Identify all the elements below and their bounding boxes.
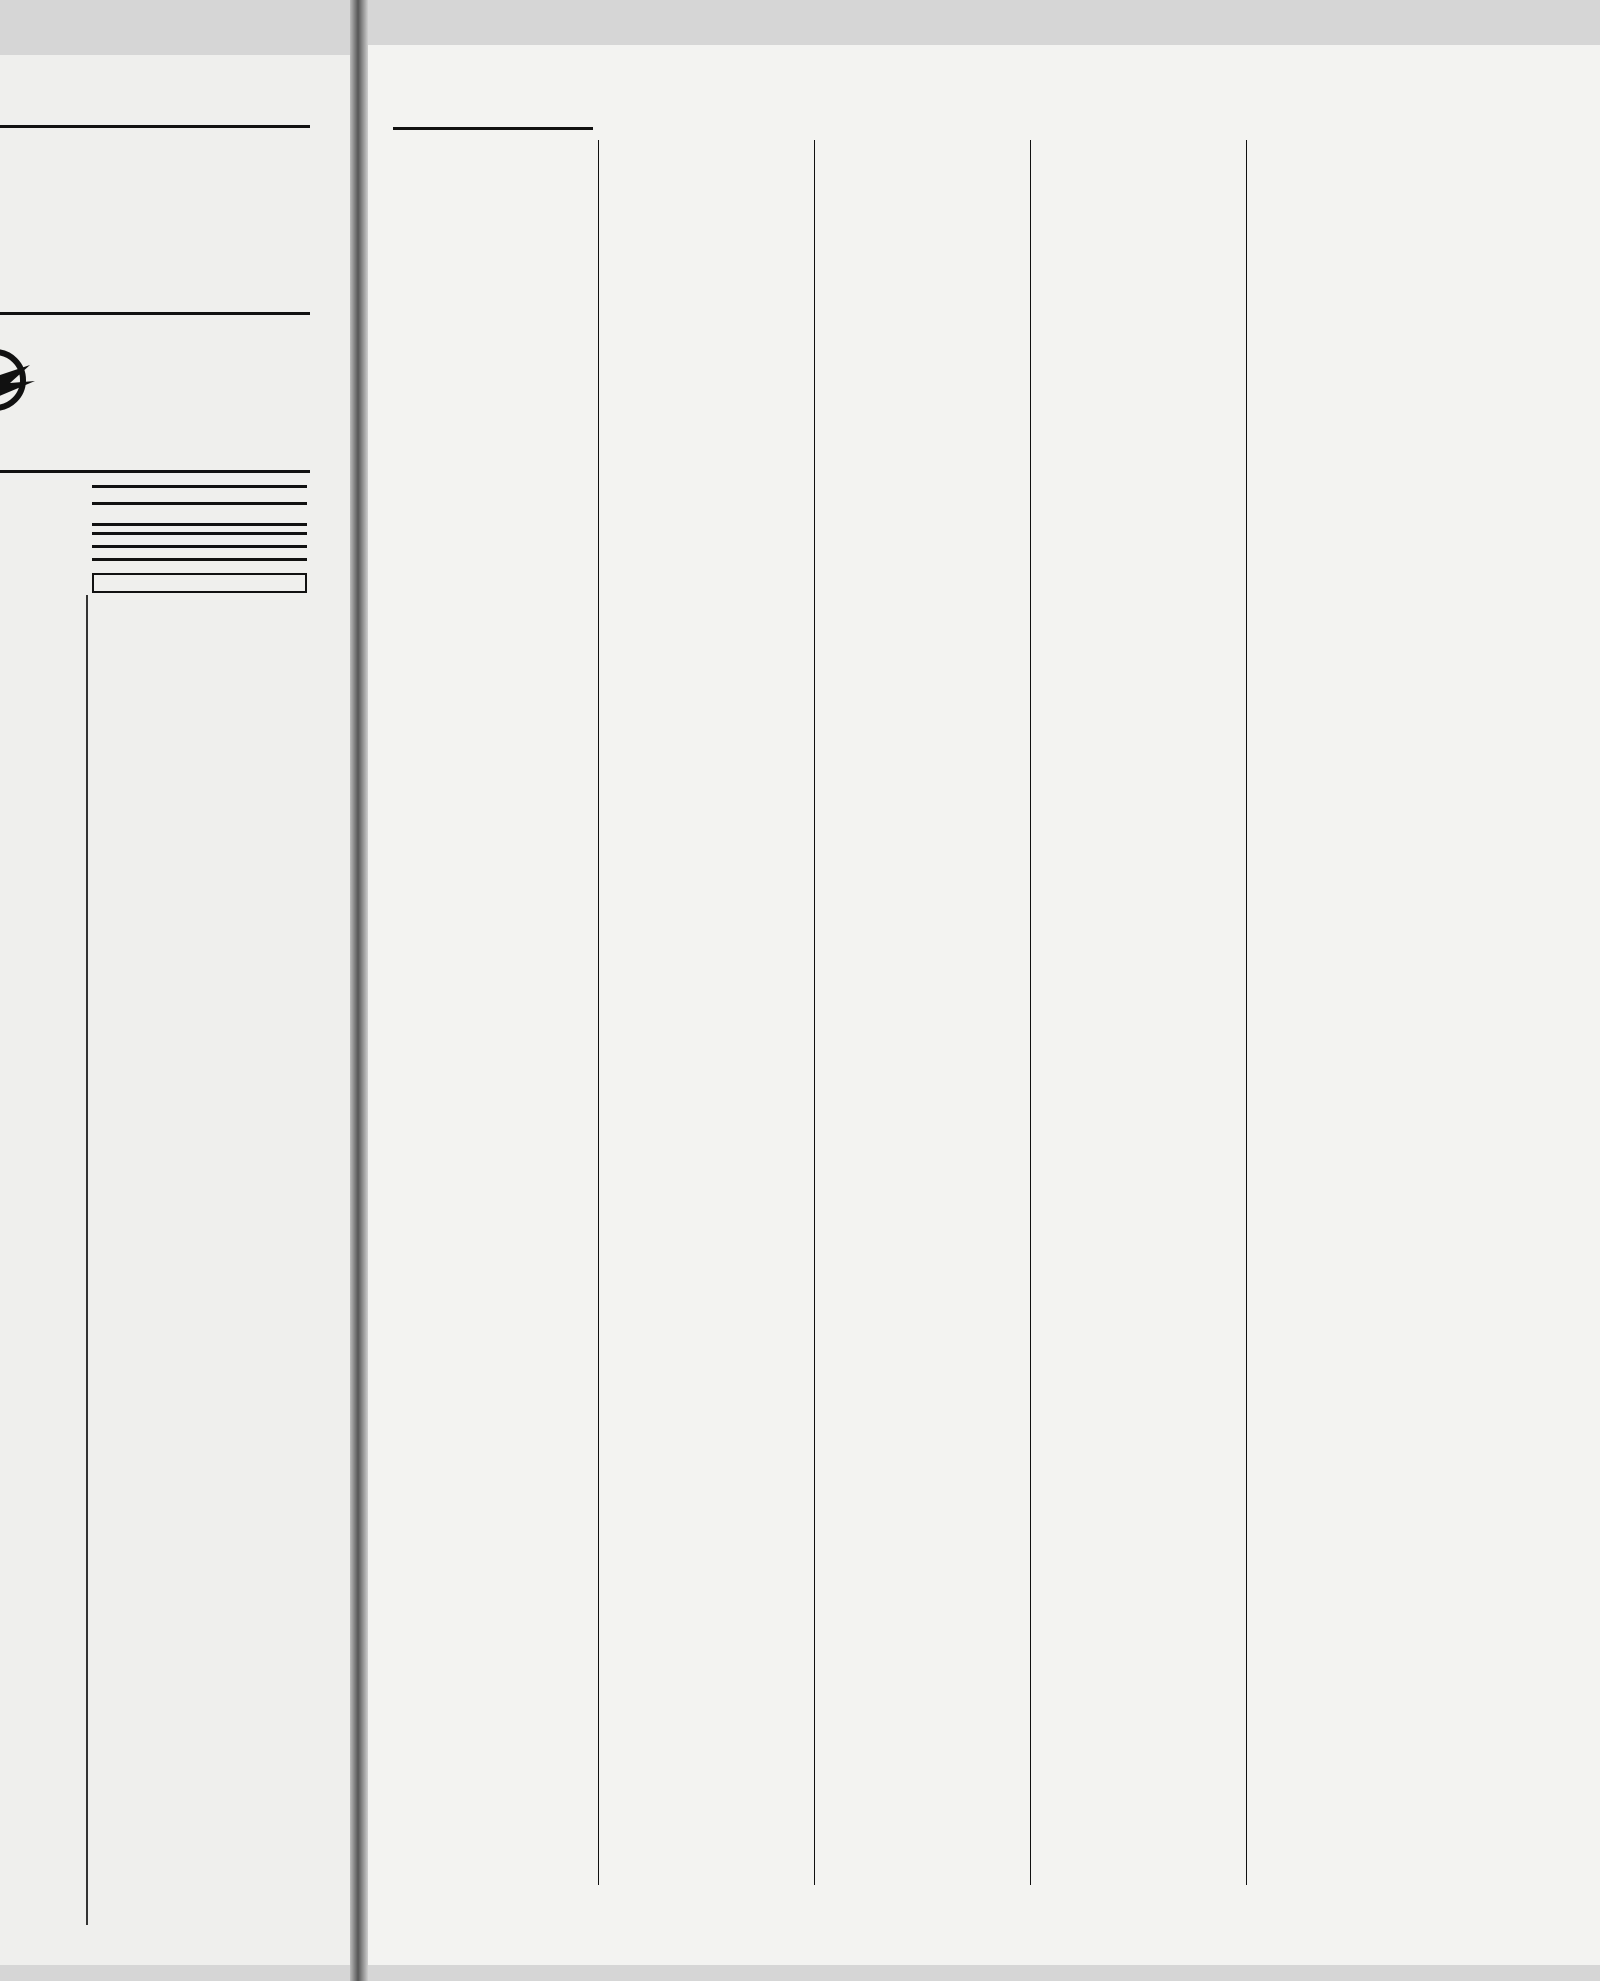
- rule: [92, 502, 307, 505]
- column-rule: [1246, 140, 1247, 1885]
- rule: [92, 558, 307, 561]
- airline-ad-philippine: [0, 323, 310, 473]
- book-gutter: [350, 0, 368, 1981]
- column-rule: [86, 595, 88, 1925]
- column-rule: [1030, 140, 1031, 1885]
- airline-wing-logo-icon: [0, 345, 40, 415]
- column-rule: [814, 140, 815, 1885]
- left-page-column: [92, 485, 307, 601]
- right-page-header: [413, 93, 1545, 123]
- right-page: [368, 45, 1600, 1965]
- ad-jencquel-hayn: [92, 573, 307, 593]
- left-page: [0, 55, 350, 1965]
- header-rule: [0, 125, 310, 128]
- rule: [92, 545, 307, 548]
- airline-ad-europe: [0, 140, 310, 315]
- rule: [92, 485, 307, 488]
- rule: [92, 523, 307, 526]
- rule: [92, 532, 307, 535]
- column-rule: [598, 140, 599, 1885]
- header-rule: [393, 127, 593, 130]
